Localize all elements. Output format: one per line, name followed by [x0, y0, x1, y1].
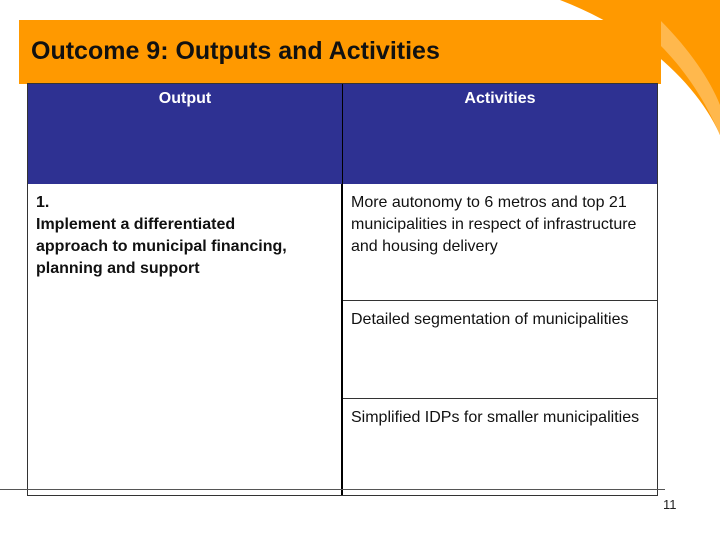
- output-line: Implement a differentiated: [36, 216, 236, 233]
- output-cell: [28, 184, 343, 495]
- activity-cell: Simplified IDPs for smaller municipalities: [351, 409, 640, 426]
- activity-cell: Detailed segmentation of municipalities: [343, 301, 657, 399]
- output-line: approach to municipal financing,: [36, 238, 287, 255]
- slide-title: Outcome 9: Outputs and Activities: [31, 37, 440, 65]
- output-line: planning and support: [36, 260, 200, 277]
- outputs-activities-table: [27, 83, 658, 496]
- page-number: 11: [663, 497, 677, 512]
- footer-divider: [0, 489, 665, 490]
- header-activities: Activities: [343, 84, 657, 184]
- output-number: 1.: [36, 194, 50, 211]
- activity-cell: More autonomy to 6 metros and top 21 municipalities in respect of infrastructure and housing delivery: [343, 184, 657, 301]
- header-output: Output: [28, 84, 343, 184]
